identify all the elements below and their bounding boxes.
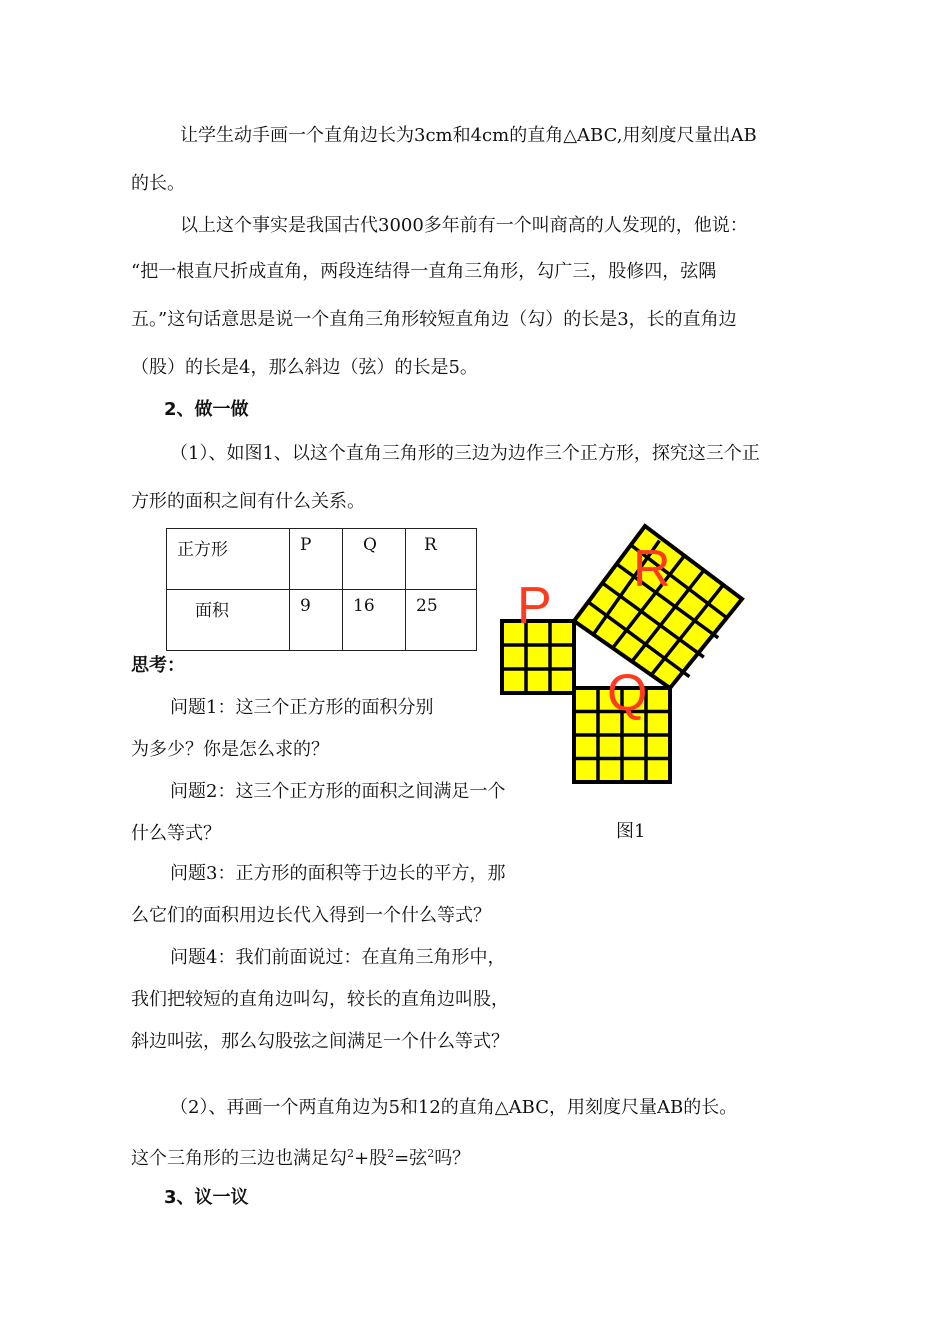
question-3-line-1: 问题3：正方形的面积等于边长的平方，那 [170, 863, 506, 884]
area-table [166, 528, 477, 651]
task2-line-1: （2）、再画一个两直角边为5和12的直角△ABC，用刻度尺量AB的长。 [170, 1097, 738, 1118]
question-4-line-3: 斜边叫弦，那么勾股弦之间满足一个什么等式？ [131, 1031, 509, 1052]
question-1-line-2: 为多少？你是怎么求的？ [131, 739, 329, 760]
task2-text-b: +股 [354, 1148, 388, 1169]
table-cell: R [406, 529, 477, 590]
superscript-1: 2 [347, 1147, 354, 1160]
intro-line-1: 让学生动手画一个直角边长为3cm和4cm的直角△ABC,用刻度尺量出AB [180, 125, 757, 146]
label-r: R [633, 540, 671, 598]
label-q: Q [607, 664, 648, 722]
history-line-2: “把一根直尺折成直角，两段连结得一直角三角形，勾广三，股修四，弦隅 [131, 261, 717, 282]
superscript-3: 2 [427, 1147, 435, 1160]
table-cell: 面积 [167, 590, 290, 651]
table-cell: P [290, 529, 343, 590]
history-line-3: 五。”这句话意思是说一个直角三角形较短直角边（勾）的长是3，长的直角边 [131, 309, 737, 330]
question-2-line-1: 问题2：这三个正方形的面积之间满足一个 [170, 781, 506, 802]
question-1-line-1: 问题1：这三个正方形的面积分别 [170, 697, 434, 718]
question-4-line-1: 问题4：我们前面说过：在直角三角形中， [170, 947, 506, 968]
task1-line-2: 方形的面积之间有什么关系。 [131, 491, 365, 512]
question-3-line-2: 么它们的面积用边长代入得到一个什么等式？ [131, 905, 491, 926]
task2-text-a: 这个三角形的三边也满足勾 [131, 1148, 347, 1169]
question-2-line-2: 什么等式？ [131, 823, 221, 844]
table-cell: Q [343, 529, 406, 590]
table-cell: 9 [290, 590, 343, 651]
table-cell: 正方形 [167, 529, 290, 590]
task1-line-1: （1）、如图1、以这个直角三角形的三边为边作三个正方形，探究这三个正 [170, 443, 760, 464]
superscript-2: 2 [387, 1147, 395, 1160]
history-line-4: （股）的长是4，那么斜边（弦）的长是5。 [131, 357, 478, 378]
section-heading-discuss: 3、议一议 [164, 1187, 249, 1208]
table-cell: 25 [406, 590, 477, 651]
question-4-line-2: 我们把较短的直角边叫勾，较长的直角边叫股， [131, 989, 509, 1010]
intro-line-2: 的长。 [131, 173, 185, 194]
table-row [167, 590, 477, 651]
label-p: P [517, 577, 552, 635]
pythagorean-squares-figure [495, 520, 755, 790]
table-cell: 16 [343, 590, 406, 651]
think-label: 思考： [131, 655, 185, 676]
history-line-1: 以上这个事实是我国古代3000多年前有一个叫商高的人发现的，他说： [180, 215, 748, 236]
table-header-row [167, 529, 477, 590]
task2-text-c: =弦 [394, 1148, 428, 1169]
section-heading-do: 2、做一做 [164, 399, 249, 420]
figure-caption: 图1 [616, 821, 646, 842]
task2-text-d: 吗？ [434, 1148, 471, 1169]
task2-line-2 [131, 1142, 470, 1171]
